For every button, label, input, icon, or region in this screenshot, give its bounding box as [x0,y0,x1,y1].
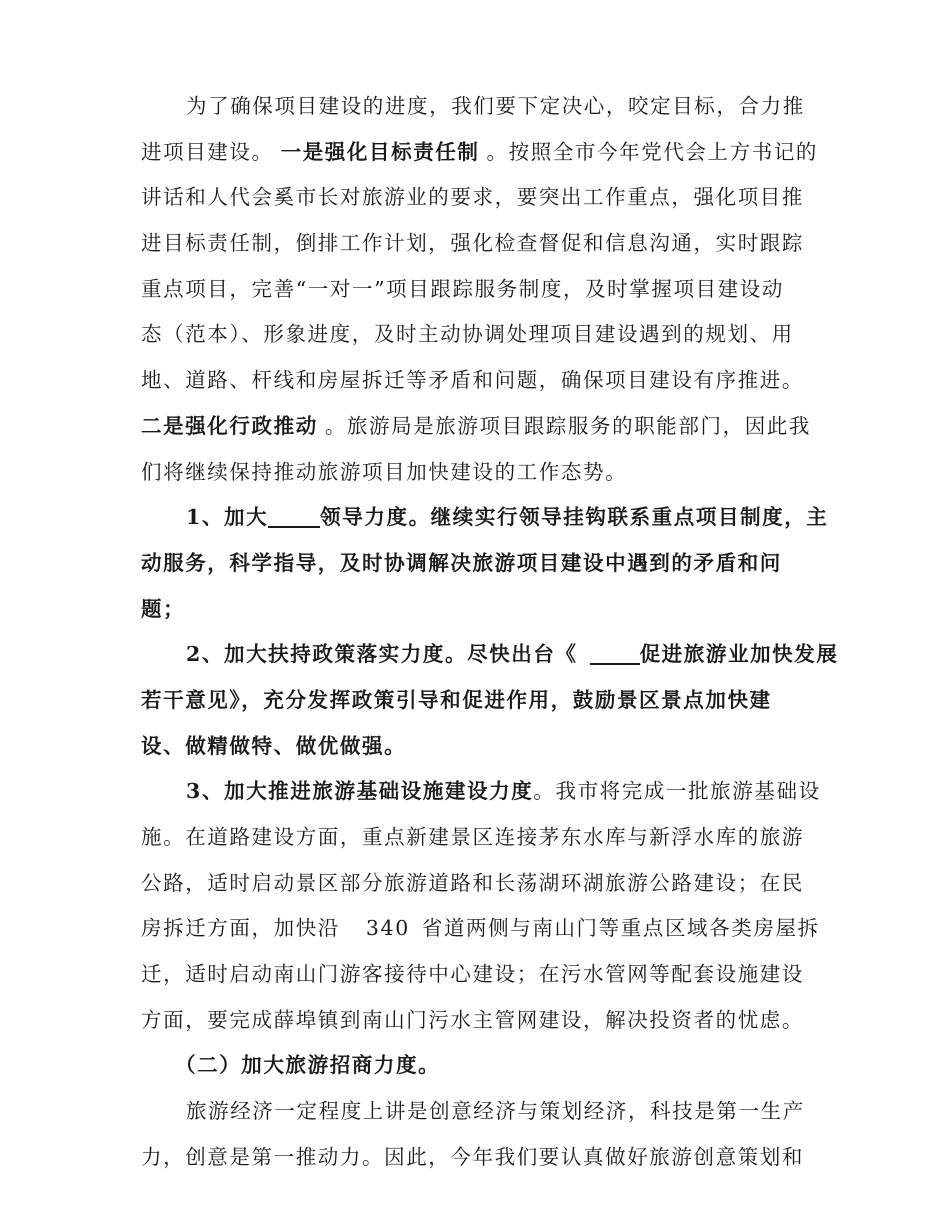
item-1-line-2 [141,541,811,587]
text: 房拆迁方面，加快沿 [141,916,340,941]
text: 地、道路、杆线和房屋拆迁等矛盾和问题，确保项目建设有序推进。 [141,368,804,393]
text: 进目标责任制，倒排工作计划，强化检查督促和信息沟通，实时跟踪 [141,231,804,256]
item-3-line-3 [141,861,811,907]
item-1-line-3 [141,587,811,633]
item-3-line-5 [141,952,811,998]
section-2-heading [141,1043,811,1089]
item-3-line-2 [141,815,811,861]
bold-heading-3: 3、加大推进旅游基础设施建设力度 [186,779,534,804]
text: 态（范本）、形象进度，及时主动协调处理项目建设遇到的规划、用 [141,322,794,347]
text: 。我市将完成一批旅游基础设 [533,779,821,804]
paragraph-1-line-3 [141,175,811,221]
text: 进项目建设。 [141,139,274,164]
text: 2、加大扶持政策落实力度。尽快出台《 [186,642,578,667]
paragraph-1-line-9 [141,450,811,496]
paragraph-1-line-7 [141,358,811,404]
text: 公路，适时启动景区部分旅游道路和长荡湖环湖旅游公路建设；在民 [141,870,804,895]
bold-heading-2: 二是强化行政推动 [141,413,318,438]
section-heading: （二）加大旅游招商力度。 [175,1053,441,1078]
text: 旅游经济一定程度上讲是创意经济与策划经济，科技是第一生产 [186,1099,805,1124]
paragraph-1-line-2 [141,130,819,176]
item-2-line-1 [141,632,839,678]
text: 施。在道路建设方面，重点新建景区连接茅东水库与新浮水库的旅游 [141,825,804,849]
fill-in-blank [590,637,640,665]
text: 促进旅游业加快发展 [639,642,839,667]
paragraph-1-line-4 [141,221,811,267]
fill-in-blank [268,500,320,528]
item-2-line-3 [141,724,811,770]
item-1-line-1 [141,495,829,541]
text: 重点项目，完善“一对一”项目跟踪服务制度，及时掌握项目建设动 [141,276,784,301]
text: 340 [365,916,410,941]
text: 动服务，科学指导，及时协调解决旅游项目建设中遇到的矛盾和问 [141,550,782,575]
section-2-line-1 [141,1089,811,1135]
bold-heading-1: 一是强化目标责任制 [280,139,480,164]
item-2-line-2 [141,678,811,724]
text: 题； [141,596,186,621]
document-body [141,84,839,1181]
text: 若干意见》，充分发挥政策引导和促进作用，鼓励景区景点加快建 [141,687,772,712]
text: 省道两侧与南山门等重点区域各类房屋拆 [421,916,820,941]
section-2-line-2 [141,1135,811,1181]
text: 设、做精做特、做优做强。 [141,733,407,758]
text: 力，创意是第一推动力。因此，今年我们要认真做好旅游创意策划和 [141,1144,804,1169]
item-3-line-4 [141,906,820,952]
paragraph-1-line-8 [141,404,811,450]
item-3-line-1 [141,769,821,815]
text: 1、加大 [186,505,269,530]
text: 讲话和人代会奚市长对旅游业的要求，要突出工作重点，强化项目推 [141,185,804,210]
text: 领导力度。继续实行领导挂钩联系重点项目制度，主 [320,505,829,530]
text: 们将继续保持推动旅游项目加快建设的工作态势。 [141,459,628,484]
text: 为了确保项目建设的进度，我们要下定决心，咬定目标，合力推 [186,94,805,118]
paragraph-1-line-6 [141,312,811,358]
paragraph-1-line-5 [141,267,811,313]
text: 。旅游局是旅游项目跟踪服务的职能部门，因此我 [324,413,812,438]
item-3-line-6 [141,998,811,1044]
text: 。按照全市今年党代会上方书记的 [486,139,819,164]
paragraph-1-line-1 [141,84,811,130]
text: 迁，适时启动南山门游客接待中心建设；在污水管网等配套设施建设 [141,962,804,987]
text: 方面，要完成薛埠镇到南山门污水主管网建设，解决投资者的忧虑。 [141,1007,804,1032]
